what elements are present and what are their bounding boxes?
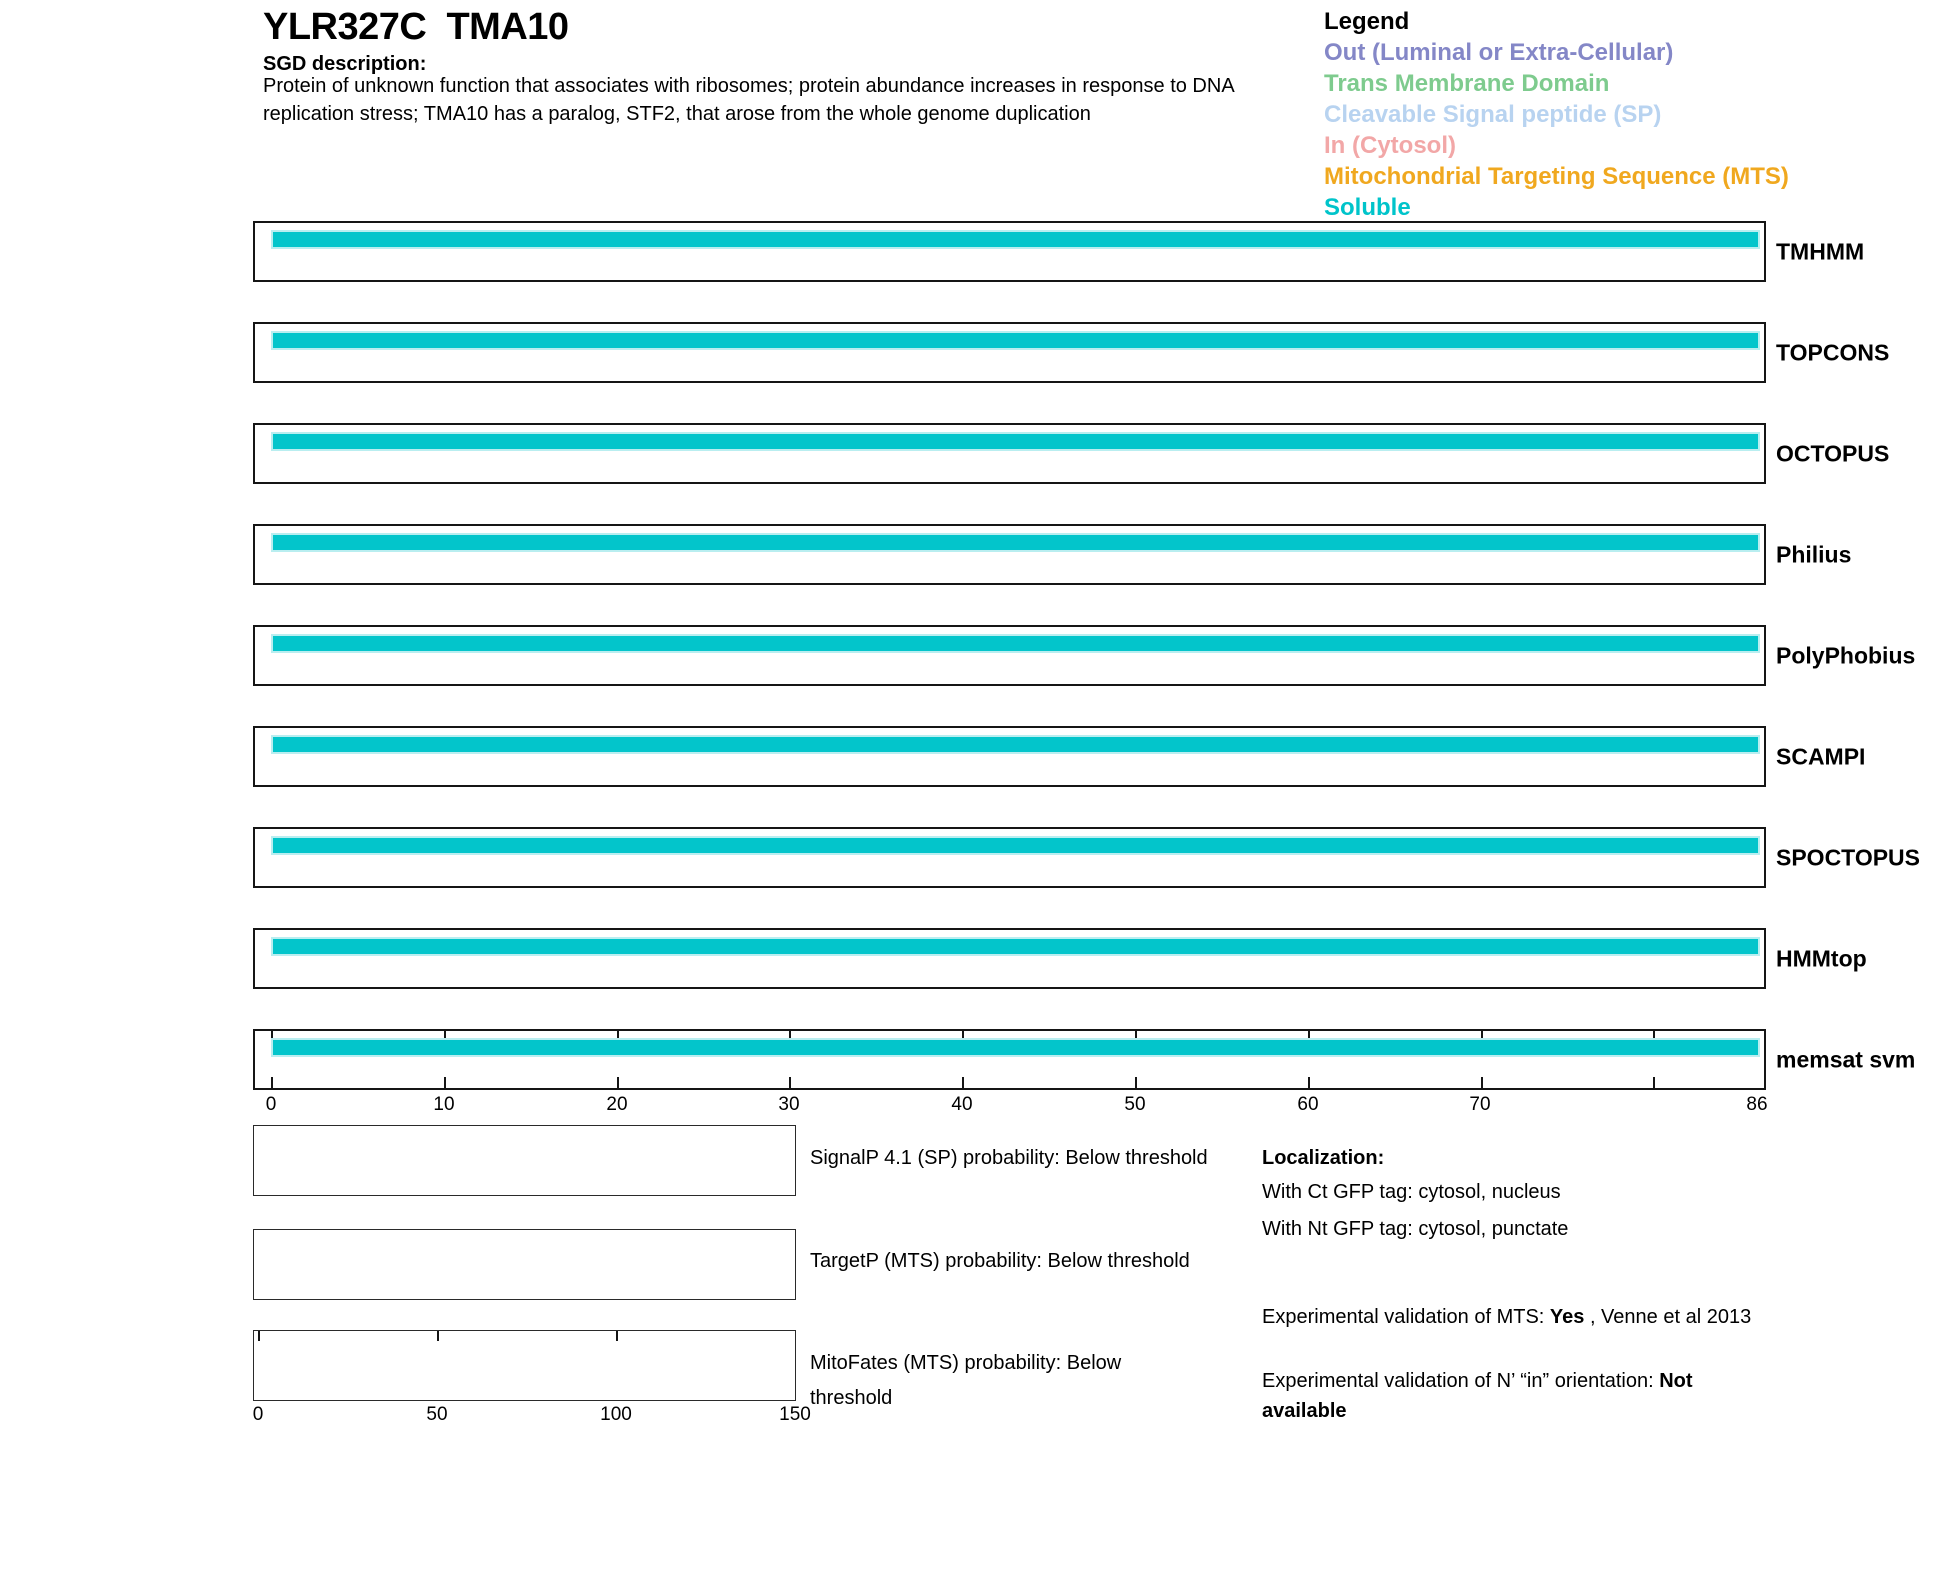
soluble-bar	[271, 634, 1760, 653]
axis-tick-label: 0	[252, 1404, 264, 1425]
axis-tick-label: 0	[265, 1094, 277, 1115]
mts-validation-value: Yes	[1549, 1306, 1585, 1328]
legend-item-in-cytosol: In (Cytosol)	[1324, 132, 1456, 159]
mitofates-panel	[253, 1330, 796, 1401]
track-polyphobius	[253, 625, 1916, 686]
signalp-panel	[253, 1125, 796, 1196]
track-label-tmhmm: TMHMM	[1776, 238, 1865, 264]
soluble-bar	[271, 735, 1760, 754]
axis-tick-label: 150	[779, 1404, 811, 1425]
targetp-panel	[253, 1229, 796, 1300]
mitofates-panel-label: MitoFates (MTS) probability: Below threshold	[810, 1352, 1122, 1409]
track-tmhmm	[253, 221, 1865, 282]
soluble-bar	[271, 230, 1760, 249]
axis-tick-label: 40	[951, 1094, 973, 1115]
axis-tick-label: 60	[1297, 1094, 1319, 1115]
localization-heading: Localization:	[1262, 1147, 1385, 1169]
localization-ct-gfp: With Ct GFP tag: cytosol, nucleus	[1262, 1181, 1561, 1203]
probability-axis	[253, 1404, 813, 1428]
experimental-validation-orientation: Experimental validation of N’ “in” orientation: Not available	[1262, 1370, 1693, 1422]
axis-tick-label: 100	[600, 1404, 632, 1425]
sgd-description-line2: replication stress; TMA10 has a paralog, STF2, that arose from the whole genome duplication	[263, 103, 1091, 125]
sgd-description-text	[263, 72, 1363, 128]
localization-nt-gfp: With Nt GFP tag: cytosol, punctate	[1262, 1218, 1569, 1240]
sgd-description-line1: Protein of unknown function that associates with ribosomes; protein abundance increases in response to DNA	[263, 75, 1235, 97]
soluble-bar	[271, 937, 1760, 956]
track-hmmtop	[253, 928, 1867, 989]
track-label-spoctopus: SPOCTOPUS	[1776, 844, 1920, 870]
legend-heading: Legend	[1324, 8, 1410, 35]
signalp-panel-label: SignalP 4.1 (SP) probability: Below threshold	[810, 1147, 1208, 1169]
targetp-panel-label: TargetP (MTS) probability: Below threshold	[810, 1250, 1190, 1272]
legend-item-out: Out (Luminal or Extra-Cellular)	[1324, 39, 1674, 66]
track-label-philius: Philius	[1776, 541, 1852, 567]
residue-axis	[253, 1094, 1766, 1120]
legend-item-mts: Mitochondrial Targeting Sequence (MTS)	[1324, 163, 1789, 190]
soluble-bar	[271, 331, 1760, 350]
track-label-memsat-svm: memsat svm	[1776, 1046, 1916, 1072]
experimental-validation-mts: Experimental validation of MTS: Yes , Venne et al 2013	[1262, 1306, 1752, 1328]
track-philius	[253, 524, 1852, 585]
track-memsat-svm	[253, 1029, 1916, 1090]
track-label-hmmtop: HMMtop	[1776, 945, 1867, 971]
track-label-scampi: SCAMPI	[1776, 743, 1866, 769]
axis-tick-label: 20	[606, 1094, 628, 1115]
soluble-bar	[271, 533, 1760, 552]
legend-item-signal-peptide: Cleavable Signal peptide (SP)	[1324, 101, 1662, 128]
track-spoctopus	[253, 827, 1920, 888]
axis-tick-label: 50	[1124, 1094, 1146, 1115]
track-label-octopus: OCTOPUS	[1776, 440, 1890, 466]
orientation-validation-value: Not	[1659, 1370, 1693, 1392]
track-label-polyphobius: PolyPhobius	[1776, 642, 1916, 668]
axis-tick-label: 10	[433, 1094, 455, 1115]
soluble-bar	[271, 1038, 1760, 1057]
sgd-description-heading: SGD description:	[263, 53, 427, 75]
soluble-bar	[271, 432, 1760, 451]
page-title: YLR327C TMA10	[263, 6, 569, 48]
track-octopus	[253, 423, 1890, 484]
track-label-topcons: TOPCONS	[1776, 339, 1890, 365]
legend-item-soluble: Soluble	[1324, 194, 1411, 221]
soluble-bar	[271, 836, 1760, 855]
axis-tick-label: 30	[778, 1094, 800, 1115]
legend	[1324, 6, 1884, 223]
axis-tick-label: 50	[426, 1404, 448, 1425]
axis-tick-label: 70	[1469, 1094, 1491, 1115]
axis-tick-label: 86	[1746, 1094, 1768, 1115]
track-scampi	[253, 726, 1866, 787]
track-topcons	[253, 322, 1890, 383]
legend-item-transmembrane: Trans Membrane Domain	[1324, 70, 1610, 97]
